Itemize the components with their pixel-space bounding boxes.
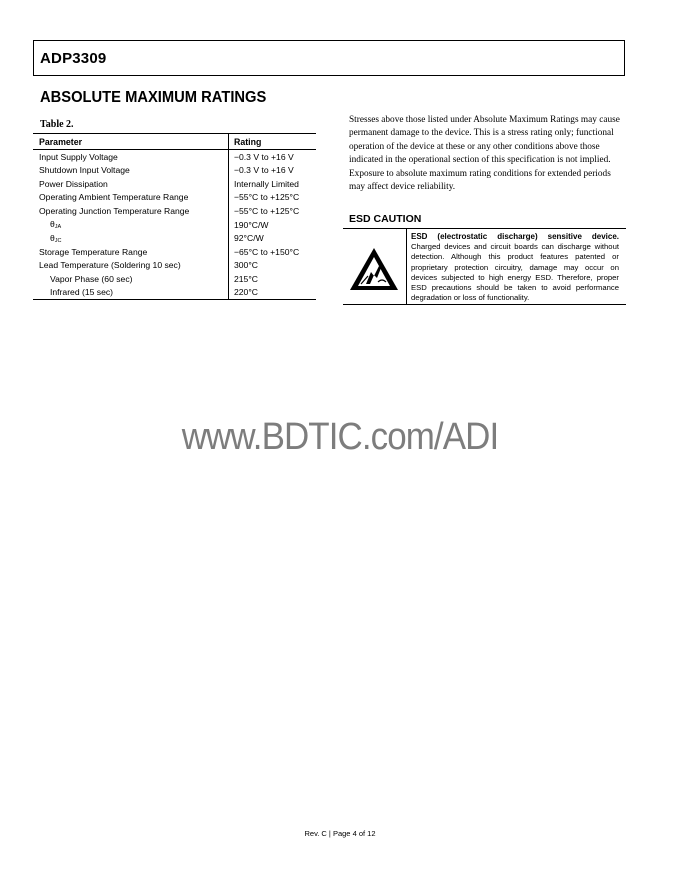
- table-caption: Table 2.: [40, 119, 74, 130]
- table-row: [33, 231, 316, 245]
- rating-cell: 215°C: [229, 272, 317, 286]
- table-row: [33, 218, 316, 232]
- rating-cell: 300°C: [229, 258, 317, 272]
- esd-caution-text: [411, 232, 619, 303]
- table-row: [33, 177, 316, 191]
- esd-warning-icon: [348, 246, 400, 292]
- table-row: [33, 191, 316, 205]
- header-box: [33, 40, 625, 76]
- watermark: www.BDTIC.com/ADI: [181, 416, 499, 458]
- esd-lead-text: ESD (electrostatic discharge) sensitive device.: [411, 232, 619, 241]
- parameter-cell: [33, 218, 229, 232]
- section-title: ABSOLUTE MAXIMUM RATINGS: [40, 89, 267, 106]
- rating-cell: Internally Limited: [229, 177, 317, 191]
- stress-note-paragraph: Stresses above those listed under Absolute Maximum Ratings may cause permanent damage to the device. This is a stress rating only; functional operation of the device at these or any other conditions above those indicated in the operational section of this specification is not implied. Exposure to absolute maximum rating conditions for extended periods may affect device reliability.: [349, 115, 620, 193]
- parameter-cell: Power Dissipation: [39, 178, 108, 189]
- rating-cell: −55°C to +125°C: [229, 191, 317, 205]
- rating-cell: −0.3 V to +16 V: [229, 164, 317, 178]
- table-row: [33, 150, 316, 164]
- part-number: ADP3309: [40, 50, 107, 67]
- theta-subscript: JA: [54, 224, 62, 230]
- table-row: [33, 258, 316, 272]
- theta-symbol: θ: [50, 232, 55, 243]
- rating-cell: 92°C/W: [229, 231, 317, 245]
- esd-caution-box: [343, 228, 626, 305]
- table-row: [33, 272, 316, 286]
- esd-icon-cell: [343, 229, 407, 304]
- esd-body-text: Charged devices and circuit boards can discharge without detection. Although this product features patented or proprietary protection circuitry, damage may occur on devices subjected to high energy ESD. Therefore, proper ESD precautions should be taken to avoid performance degradation or loss of functionality.: [411, 242, 619, 303]
- parameter-cell: Storage Temperature Range: [39, 246, 148, 257]
- rating-cell: 220°C: [229, 285, 317, 299]
- parameter-cell: Vapor Phase (60 sec): [50, 273, 133, 284]
- rating-cell: −65°C to +150°C: [229, 245, 317, 259]
- parameter-cell: Operating Ambient Temperature Range: [39, 192, 189, 203]
- table-header-row: [33, 134, 316, 150]
- table-row: [33, 204, 316, 218]
- table-row: [33, 245, 316, 259]
- parameter-cell: Infrared (15 sec): [33, 285, 229, 299]
- rating-cell: 190°C/W: [229, 218, 317, 232]
- table-row: [33, 164, 316, 178]
- parameter-cell: Shutdown Input Voltage: [39, 165, 130, 176]
- parameter-cell: Input Supply Voltage: [39, 151, 118, 162]
- esd-caution-heading: ESD CAUTION: [349, 213, 422, 225]
- parameter-cell: Lead Temperature (Soldering 10 sec): [39, 260, 181, 271]
- theta-symbol: θ: [50, 219, 55, 229]
- rating-cell: −55°C to +125°C: [229, 204, 317, 218]
- theta-subscript: JC: [54, 237, 62, 244]
- column-header-parameter: Parameter: [33, 134, 229, 150]
- parameter-cell: [33, 231, 229, 245]
- ratings-table: [33, 133, 316, 300]
- parameter-cell: Operating Junction Temperature Range: [39, 205, 190, 216]
- rating-cell: −0.3 V to +16 V: [229, 150, 317, 164]
- table-row: [33, 285, 316, 299]
- column-header-rating: Rating: [229, 134, 317, 150]
- page-footer: Rev. C | Page 4 of 12: [304, 829, 376, 838]
